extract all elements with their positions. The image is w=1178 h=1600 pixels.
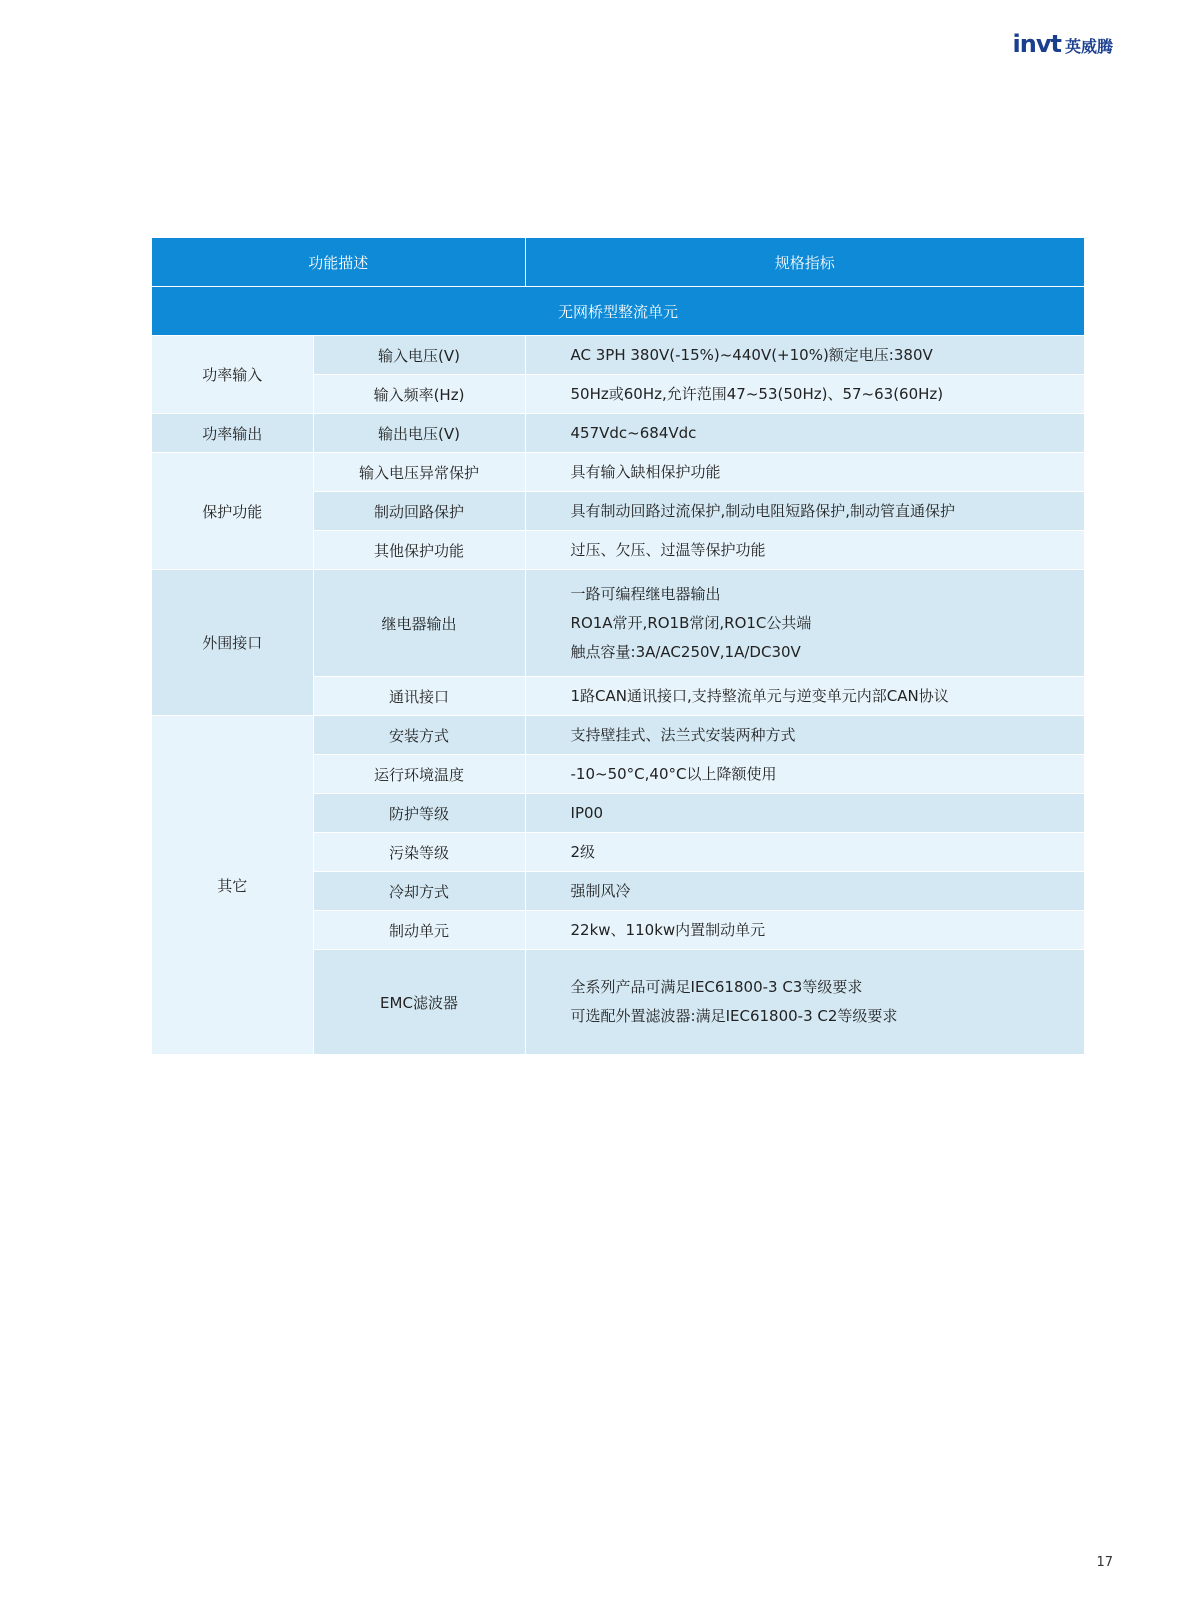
spec-value: 强制风冷 (525, 872, 1084, 911)
item-label: EMC滤波器 (313, 950, 525, 1055)
category-other: 其它 (152, 716, 313, 1055)
table-row (152, 414, 1084, 453)
logo-chinese-name: 英威腾 (1064, 37, 1113, 56)
spec-value: 支持壁挂式、法兰式安装两种方式 (525, 716, 1084, 755)
table-row (152, 453, 1084, 492)
page-number: 17 (1096, 1555, 1113, 1570)
spec-value: 具有输入缺相保护功能 (525, 453, 1084, 492)
spec-value: 457Vdc~684Vdc (525, 414, 1084, 453)
category-protection: 保护功能 (152, 453, 313, 570)
brand-logo (1013, 30, 1113, 58)
spec-value: 22kw、110kw内置制动单元 (525, 911, 1084, 950)
item-label: 运行环境温度 (313, 755, 525, 794)
item-label: 防护等级 (313, 794, 525, 833)
spec-value: IP00 (525, 794, 1084, 833)
spec-value: 全系列产品可满足IEC61800-3 C3等级要求 可选配外置滤波器:满足IEC61800-3 C2等级要求 (525, 950, 1084, 1055)
spec-table (152, 238, 1084, 1055)
section-row (152, 287, 1084, 336)
table-header-row (152, 238, 1084, 287)
item-label: 安装方式 (313, 716, 525, 755)
category-peripheral-interface: 外围接口 (152, 570, 313, 716)
category-power-output: 功率输出 (152, 414, 313, 453)
table-row (152, 336, 1084, 375)
section-title: 无网桥型整流单元 (152, 287, 1084, 336)
item-label: 制动单元 (313, 911, 525, 950)
item-label: 污染等级 (313, 833, 525, 872)
table-row (152, 716, 1084, 755)
item-label: 其他保护功能 (313, 531, 525, 570)
item-label: 继电器输出 (313, 570, 525, 677)
item-label: 输入电压异常保护 (313, 453, 525, 492)
spec-value: 具有制动回路过流保护,制动电阻短路保护,制动管直通保护 (525, 492, 1084, 531)
item-label: 通讯接口 (313, 677, 525, 716)
item-label: 输入频率(Hz) (313, 375, 525, 414)
spec-value: AC 3PH 380V(-15%)~440V(+10%)额定电压:380V (525, 336, 1084, 375)
category-power-input: 功率输入 (152, 336, 313, 414)
spec-value: 1路CAN通讯接口,支持整流单元与逆变单元内部CAN协议 (525, 677, 1084, 716)
spec-value: 2级 (525, 833, 1084, 872)
item-label: 输入电压(V) (313, 336, 525, 375)
logo-mark: invt (1012, 30, 1061, 58)
spec-value: -10~50°C,40°C以上降额使用 (525, 755, 1084, 794)
header-function: 功能描述 (152, 238, 525, 287)
spec-value: 50Hz或60Hz,允许范围47~53(50Hz)、57~63(60Hz) (525, 375, 1084, 414)
spec-value: 过压、欠压、过温等保护功能 (525, 531, 1084, 570)
item-label: 冷却方式 (313, 872, 525, 911)
spec-value: 一路可编程继电器输出 RO1A常开,RO1B常闭,RO1C公共端 触点容量:3A/AC250V,1A/DC30V (525, 570, 1084, 677)
header-spec: 规格指标 (525, 238, 1084, 287)
table-row (152, 570, 1084, 677)
item-label: 输出电压(V) (313, 414, 525, 453)
item-label: 制动回路保护 (313, 492, 525, 531)
